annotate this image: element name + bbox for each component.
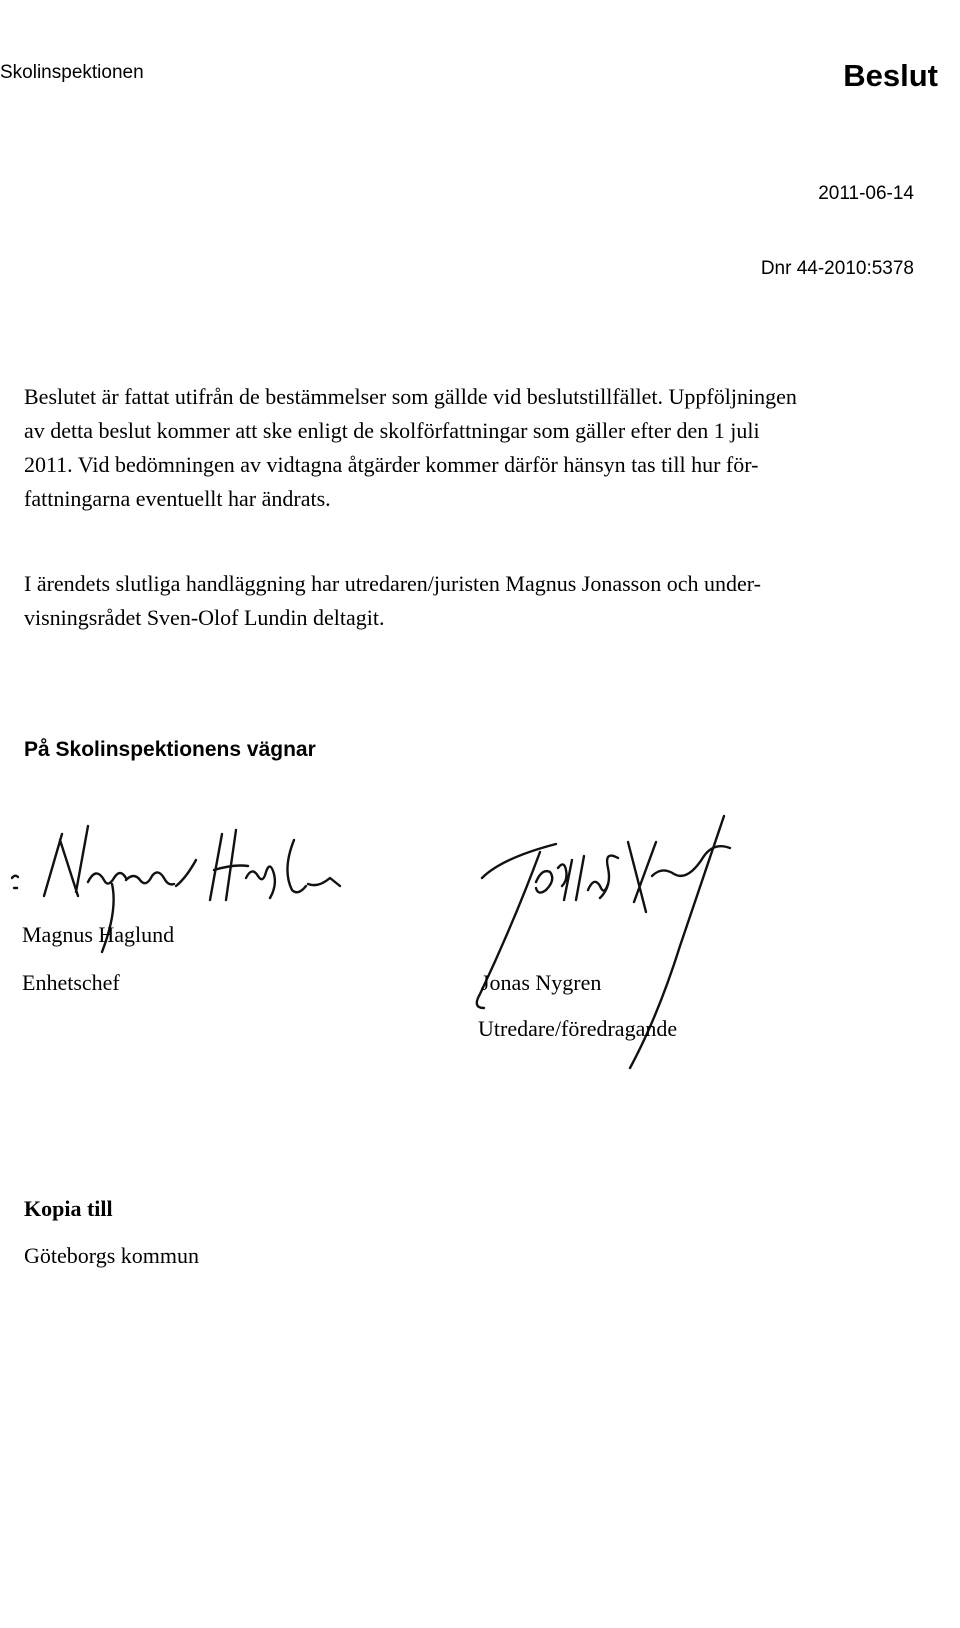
paragraph-line: visningsrådet Sven-Olof Lundin deltagit. <box>24 605 385 630</box>
paragraph-participants <box>24 567 929 635</box>
document-type: Beslut <box>843 58 938 93</box>
case-number: Dnr 44-2010:5378 <box>760 258 914 279</box>
signer-1-title: Enhetschef <box>22 970 120 995</box>
signer-1-name: Magnus Haglund <box>22 922 175 947</box>
paragraph-line: av detta beslut kommer att ske enligt de skolförfattningar som gäller efter den 1 juli <box>24 418 760 443</box>
copy-recipient: Göteborgs kommun <box>24 1243 199 1268</box>
paragraph-line: 2011. Vid bedömningen av vidtagna åtgärder kommer därför hänsyn tas till hur för- <box>24 452 759 477</box>
paragraph-line: fattningarna eventuellt har ändrats. <box>24 486 331 511</box>
signer-2-title: Utredare/föredragande <box>478 1016 678 1041</box>
organization-name: Skolinspektionen <box>0 62 144 83</box>
paragraph-line: Beslutet är fattat utifrån de bestämmelser som gällde vid beslutstillfället. Uppföljningen <box>24 384 797 409</box>
signer-2-name: Jonas Nygren <box>481 970 602 995</box>
copy-to-heading: Kopia till <box>24 1196 113 1221</box>
on-behalf-heading: På Skolinspektionens vägnar <box>24 738 316 761</box>
paragraph-regulations <box>24 380 929 516</box>
paragraph-line: I ärendets slutliga handläggning har utredaren/juristen Magnus Jonasson och under- <box>24 571 761 596</box>
decision-date: 2011-06-14 <box>818 183 914 204</box>
